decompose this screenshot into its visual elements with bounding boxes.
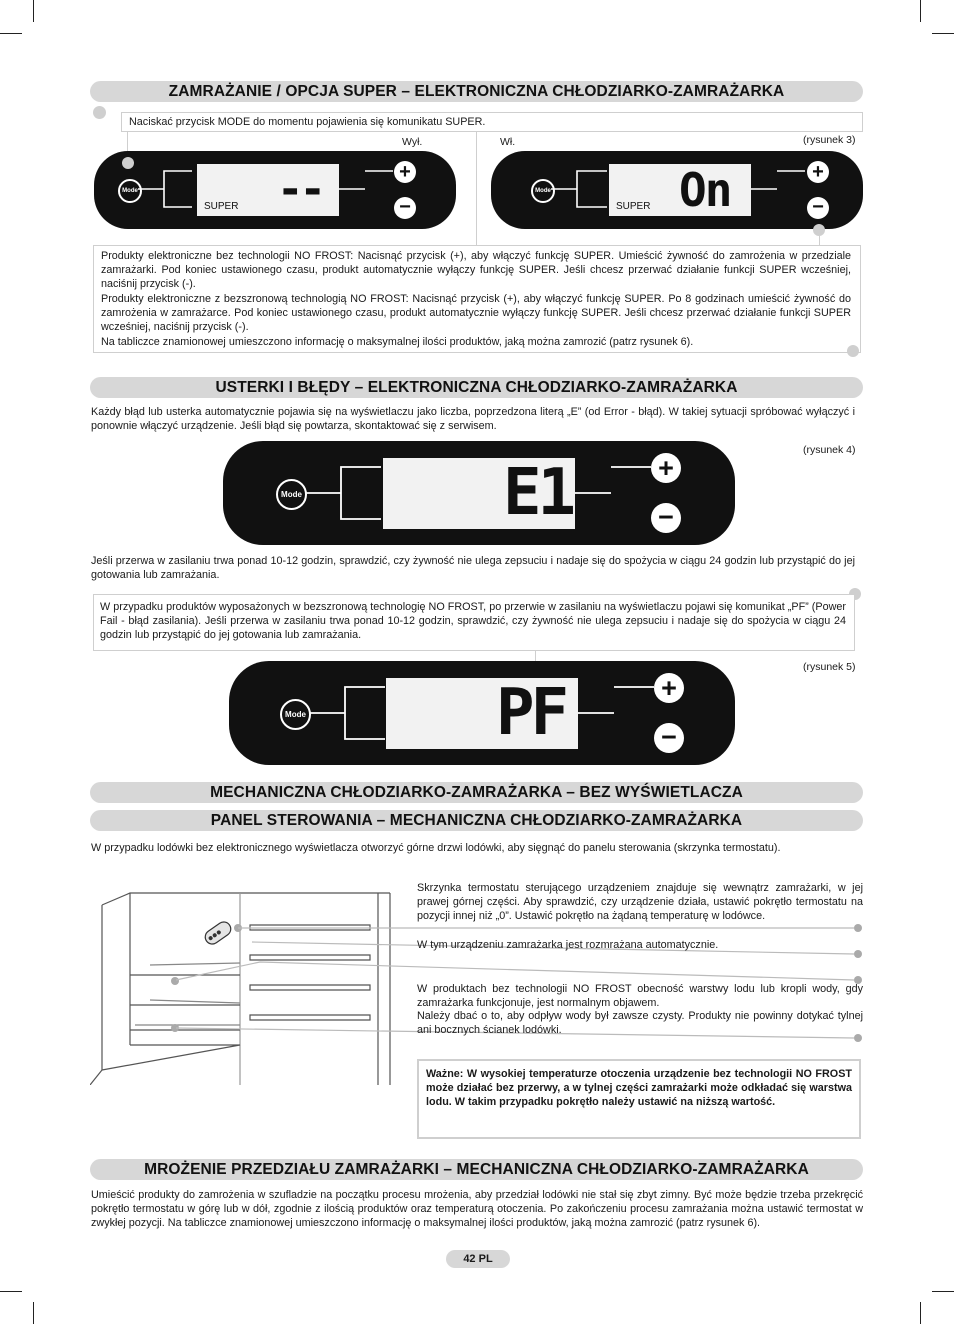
note-drain: Należy dbać o to, aby odpływ wody był zawsze czysty. Produkty nie powinny dotykać tylnej ani bocznych ścianek lodówki. xyxy=(417,1010,863,1037)
note-thermostat: Skrzynka termostatu sterującego urządzeniem znajduje się wewnątrz zamrażarki, w jej prawej górnej części. Aby sprawdzić, czy urządzenie działa, ustawić pokrętło termostatu na pozycji innej niż „0”. Ustawić pokrętło na żądaną temperaturę w lodówce. xyxy=(417,882,863,923)
pf-info-text: W przypadku produktów wyposażonych w bezszronową technologię NO FROST, po przerwie w zasilaniu na wyświetlaczu pojawi się komunikat „PF” (Power Fail - błąd zasilania). Jeśli przerwa w zasilaniu trwa ponad 10-12 godzin, sprawdzić, czy żywność nie ulega zepsuciu i nadaje się do spożycia w ciągu 24 godzin lub przystąpić do jej gotowania lub zamrażania. xyxy=(100,601,846,642)
lcd-display-e1 xyxy=(383,458,575,529)
callout-dot xyxy=(93,106,106,119)
errors-intro: Każdy błąd lub usterka automatycznie pojawia się na wyświetlaczu jako liczba, poprzedzona literą „E” (od Error - błąd). W takiej sytuacji spróbować wyłączyć i ponownie włączyć urządzenie. Jeśli błąd się powtarza, skontaktować się z serwisem. xyxy=(91,406,855,433)
bracket-lines xyxy=(305,465,385,523)
display-value-e1: E1 xyxy=(503,456,573,530)
figure-caption-4: (rysunek 4) xyxy=(803,444,856,456)
bracket-lines xyxy=(138,167,198,213)
plus-button[interactable]: + xyxy=(654,673,684,703)
power-failure-text: Jeśli przerwa w zasilaniu trwa ponad 10-12 godzin, sprawdzić, czy żywność nie ulega zepsuciu i nadaje się do spożycia w ciągu 24 godzin lub przystąpić do jej gotowania lub zamrażania. xyxy=(91,555,855,582)
label-on: Wł. xyxy=(500,136,516,148)
plus-button[interactable]: + xyxy=(394,161,416,183)
section-title-super: ZAMRAŻANIE / OPCJA SUPER – ELEKTRONICZNA CHŁODZIARKO-ZAMRAŻARKA xyxy=(90,81,863,102)
section-title-freezing: MROŻENIE PRZEDZIAŁU ZAMRAŻARKI – MECHANICZNA CHŁODZIARKO-ZAMRAŻARKA xyxy=(90,1159,863,1180)
mode-button[interactable]: Mode xyxy=(276,479,307,510)
control-panel-pf xyxy=(229,661,735,765)
minus-button[interactable]: − xyxy=(651,503,681,533)
display-caption: SUPER xyxy=(204,201,239,212)
display-caption: SUPER xyxy=(616,201,651,212)
divider-line xyxy=(476,131,477,249)
figure-caption-3: (rysunek 3) xyxy=(803,134,856,146)
label-off: Wył. xyxy=(402,136,423,148)
plus-button[interactable]: + xyxy=(651,453,681,483)
callout-dot xyxy=(847,345,859,357)
freezing-text: Umieścić produkty do zamrożenia w szufladzie na początku procesu mrożenia, aby przedział lodówki nie stał się zbyt zimny. Być może będzie trzeba przekręcić pokrętło termostatu w górę lub w dół, zgodnie z ilością produktów oraz temperaturą otoczenia. Po zakończeniu procesu zamrażania można ustawić termostat w zwykłej pozycji. Na tabliczce znamionowej umieszczono informację o maksymalnej ilości produktów, jaką można zamrozić (patrz rysunek 6). xyxy=(91,1189,863,1230)
control-panel-on xyxy=(491,151,863,229)
mode-button[interactable]: Mode xyxy=(531,179,555,203)
important-text: Ważne: W wysokiej temperaturze otoczenia urządzenie bez technologii NO FROST może działać bez przerwy, a w tylnej części zamrażarki może odkładać się warstwa lodu. W takim przypadku pokrętło należy ustawić na niższą wartość. xyxy=(426,1068,852,1109)
bracket-lines xyxy=(751,167,811,213)
info-text-rating-plate: Na tabliczce znamionowej umieszczono informację o maksymalnej ilości produktów, jaką można zamrozić (patrz rysunek 6). xyxy=(101,336,694,348)
callout-dot xyxy=(122,157,134,169)
bracket-lines xyxy=(575,465,655,523)
pf-info-box xyxy=(93,594,855,651)
info-text-nofrost: Produkty elektroniczne z bezszronową technologią NO FROST: Nacisnąć przycisk (+), aby włączyć funkcję SUPER. Po 8 godzinach umieścić żywność do zamrożenia w zamrażarce. Pod koniec ustawionego czasu, produkt automatycznie wyłączy funkcję SUPER. Jeśli chcesz przerwać działanie funkcji SUPER wcześniej, naciśnij przycisk (-). xyxy=(101,293,851,334)
lcd-display-on xyxy=(609,164,751,216)
bracket-lines xyxy=(309,685,389,743)
lcd-display-off xyxy=(197,164,339,216)
control-panel-off xyxy=(94,151,456,229)
super-info-box xyxy=(93,245,861,353)
mode-button[interactable]: Mode xyxy=(280,699,311,730)
section-title-control-panel: PANEL STEROWANIA – MECHANICZNA CHŁODZIARKO-ZAMRAŻARKA xyxy=(90,810,863,831)
bracket-lines xyxy=(551,167,611,213)
instruction-text: Naciskać przycisk MODE do momentu pojawienia się komunikatu SUPER. xyxy=(129,116,486,128)
minus-button[interactable]: − xyxy=(654,723,684,753)
section-title-errors: USTERKI I BŁĘDY – ELEKTRONICZNA CHŁODZIARKO-ZAMRAŻARKA xyxy=(90,377,863,398)
instruction-box xyxy=(121,112,863,132)
section-title-mechanical: MECHANICZNA CHŁODZIARKO-ZAMRAŻARKA – BEZ WYŚWIETLACZA xyxy=(90,782,863,803)
display-value-on: On xyxy=(679,163,731,217)
control-panel-e1 xyxy=(223,441,735,545)
info-text-no-nofrost: Produkty elektroniczne bez technologii NO FROST: Nacisnąć przycisk (+), aby włączyć funkcję SUPER. Umieścić żywność do zamrożenia w przedziale zamrażarki. Pod koniec ustawionego czasu, produkt automatycznie wyłączy funkcję SUPER. Jeśli chcesz przerwać działanie funkcji SUPER wcześniej, naciśnij przycisk (-). xyxy=(101,250,851,291)
display-value-off: -- xyxy=(277,164,322,215)
bracket-lines xyxy=(339,167,399,213)
callout-dot xyxy=(813,224,825,236)
figure-caption-5: (rysunek 5) xyxy=(803,661,856,673)
bracket-lines xyxy=(578,685,658,743)
mechanical-intro: W przypadku lodówki bez elektronicznego wyświetlacza otworzyć górne drzwi lodówki, aby sięgnąć do panelu sterowania (skrzynka termostatu). xyxy=(91,842,781,854)
display-value-pf: PF xyxy=(496,676,566,750)
mode-button[interactable]: Mode xyxy=(118,179,142,203)
plus-button[interactable]: + xyxy=(807,161,829,183)
important-box xyxy=(417,1059,861,1139)
minus-button[interactable]: − xyxy=(394,197,416,219)
note-ice-layer: W produktach bez technologii NO FROST obecność warstwy lodu lub kropli wody, gdy zamrażarka funkcjonuje, jest normalnym objawem. xyxy=(417,983,863,1010)
note-auto-defrost: W tym urządzeniu zamrażarka jest rozmrażana automatycznie. xyxy=(417,939,719,951)
minus-button[interactable]: − xyxy=(807,197,829,219)
page-number: 42 PL xyxy=(446,1250,510,1268)
lcd-display-pf xyxy=(386,678,578,749)
